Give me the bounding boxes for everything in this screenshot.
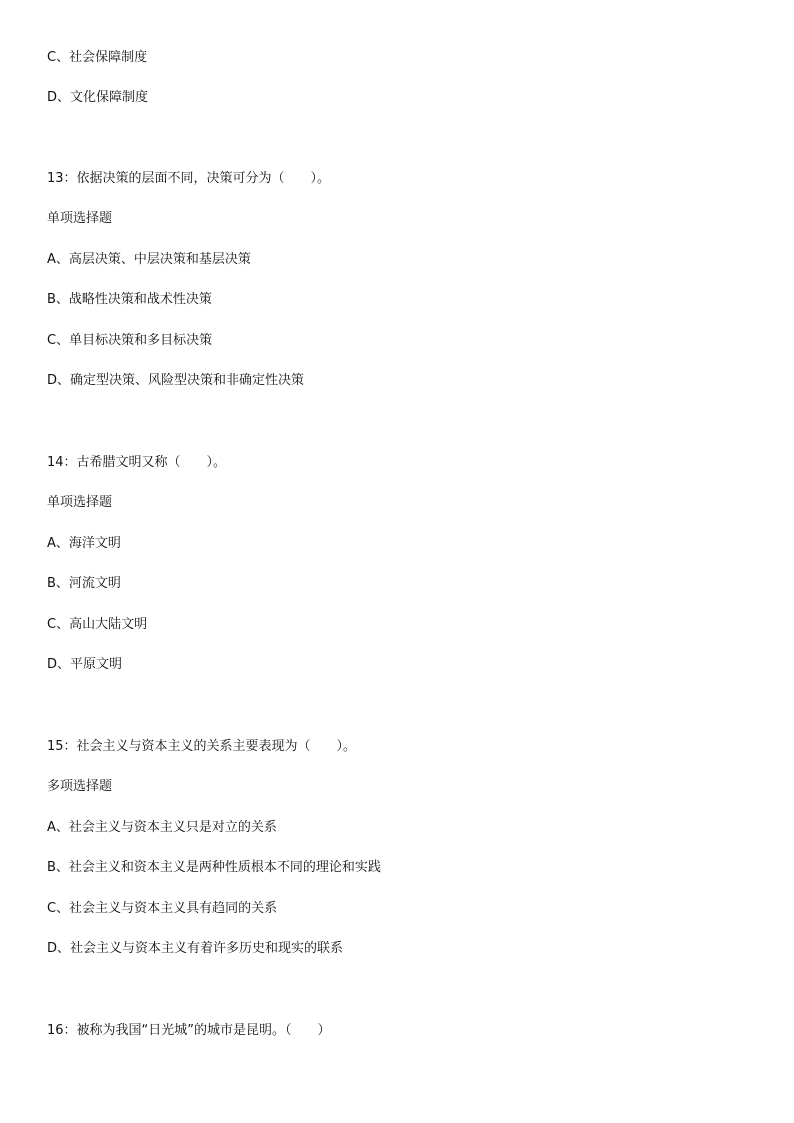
question-14-option-c: C、高山大陆文明 [47, 617, 148, 632]
question-14-option-a: A、海洋文明 [47, 536, 121, 551]
question-13-type: 单项选择题 [47, 211, 113, 226]
question-16-stem: 16：被称为我国“日光城”的城市是昆明。（ ） [47, 1023, 331, 1038]
question-15-option-a: A、社会主义与资本主义只是对立的关系 [47, 820, 277, 835]
question-14-stem: 14：古希腊文明又称（ ）。 [47, 455, 227, 470]
question-15-option-b: B、社会主义和资本主义是两种性质根本不同的理论和实践 [47, 860, 381, 875]
question-15-type: 多项选择题 [47, 779, 113, 794]
question-13-option-d: D、确定型决策、风险型决策和非确定性决策 [47, 373, 305, 388]
question-14-option-d: D、平原文明 [47, 657, 123, 672]
question-15-option-c: C、社会主义与资本主义具有趋同的关系 [47, 901, 278, 916]
question-13-stem: 13：依据决策的层面不同，决策可分为（ ）。 [47, 171, 331, 186]
question-13-option-c: C、单目标决策和多目标决策 [47, 333, 213, 348]
question-13-option-a: A、高层决策、中层决策和基层决策 [47, 252, 251, 267]
question-15-stem: 15：社会主义与资本主义的关系主要表现为（ ）。 [47, 739, 357, 754]
question-15-option-d: D、社会主义与资本主义有着许多历史和现实的联系 [47, 941, 344, 956]
question-14-type: 单项选择题 [47, 495, 113, 510]
question-13-option-b: B、战略性决策和战术性决策 [47, 292, 212, 307]
option-c: C、社会保障制度 [47, 50, 148, 65]
question-14-option-b: B、河流文明 [47, 576, 121, 591]
option-d: D、文化保障制度 [47, 90, 149, 105]
